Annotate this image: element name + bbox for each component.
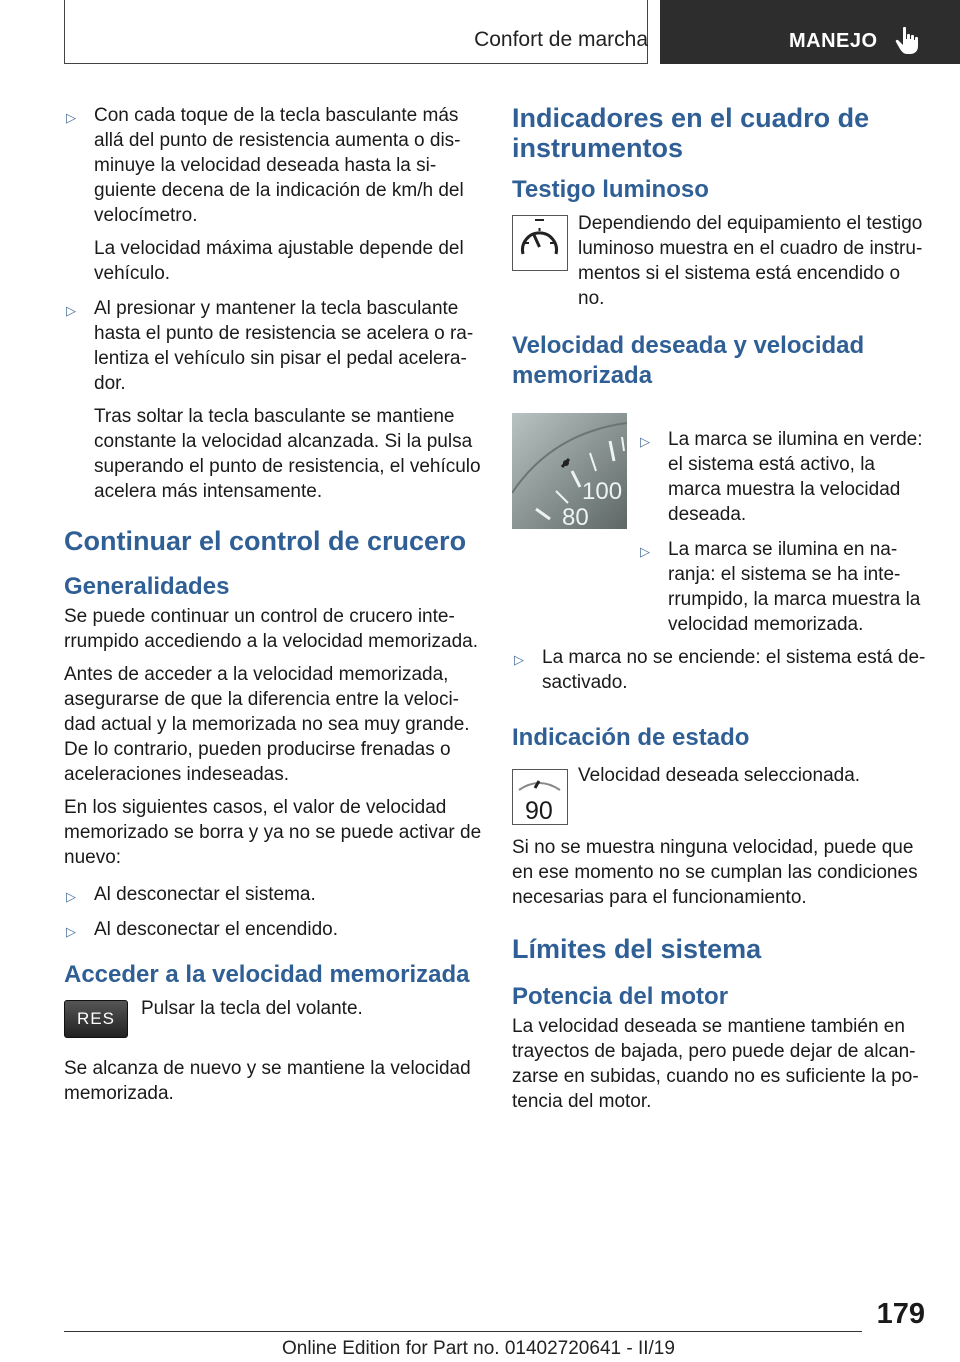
bullet-text: Al desconectar el encendido. — [94, 919, 338, 940]
speed-display-value: 90 — [525, 797, 553, 823]
list-item — [64, 103, 482, 286]
list-item — [512, 645, 930, 695]
bullet-triangle-icon: ▷ — [640, 434, 650, 449]
list-item — [64, 882, 482, 907]
list-item — [64, 296, 482, 504]
bullet-text: La marca no se enciende: el sistema está de‐sactivado. — [542, 647, 926, 693]
testigo-row — [512, 211, 930, 311]
res-row — [64, 996, 482, 1048]
bullet-text: La marca se ilumina en verde: el sistema está activo, la marca muestra la velocidad deseada. — [668, 429, 923, 525]
bullet-text: Al desconectar el sistema. — [94, 884, 316, 905]
bullet-note: La velocidad máxima ajustable depende del vehículo. — [94, 238, 464, 284]
paragraph: Si no se muestra ninguna velocidad, puede que en ese momento no se cumplan las condiciones necesarias para el funcionamiento. — [512, 837, 918, 908]
bullet-triangle-icon: ▷ — [66, 889, 76, 904]
paragraph: En los siguientes casos, el valor de velocidad memorizado se borra y ya no se puede activar de nuevo: — [64, 797, 482, 868]
bullet-triangle-icon: ▷ — [66, 110, 76, 125]
gauge-label-100: 100 — [582, 478, 623, 505]
bullet-triangle-icon: ▷ — [640, 544, 650, 559]
right-column — [512, 103, 930, 1122]
heading-velocidad: Velocidad deseada y velocidad memorizada — [512, 332, 865, 389]
heading-acceder: Acceder a la velocidad memorizada — [64, 961, 470, 988]
chapter-tab-label: MANEJO — [789, 30, 878, 52]
paragraph: Antes de acceder a la velocidad memorizada, asegurarse de que la diferencia entre la veloci‐dad actual y la memorizada no sea muy grande. De lo contrario, pueden producirse frenadas o aceleraciones indeseadas. — [64, 664, 470, 785]
testigo-text: Dependiendo del equipamiento el testigo luminoso muestra en el cuadro de instru‐mentos si el sistema está encendido o no. — [578, 213, 923, 309]
res-text: Pulsar la tecla del volante. — [141, 998, 363, 1019]
edition-text: Online Edition for Part no. 01402720641 - II/19 — [282, 1338, 675, 1359]
res-button-icon: RES — [64, 1000, 128, 1038]
bullet-triangle-icon: ▷ — [66, 924, 76, 939]
heading-continuar: Continuar el control de crucero — [64, 526, 467, 556]
cruise-control-lamp-icon — [512, 215, 568, 271]
hand-pointer-icon — [894, 26, 922, 56]
paragraph: Se puede continuar un control de crucero inte‐rrumpido accediendo a la velocidad memorizada. — [64, 606, 479, 652]
heading-indicadores: Indicadores en el cuadro de instrumentos — [512, 103, 870, 163]
heading-limites: Límites del sistema — [512, 934, 762, 964]
bullet-text: Al presionar y mantener la tecla basculante hasta el punto de resistencia se acelera o ra‐lentiza el vehículo sin pisar el pedal acelera‐dor. — [94, 298, 474, 394]
left-column — [64, 103, 482, 1114]
bullet-note: Tras soltar la tecla basculante se mantiene constante la velocidad alcanzada. Si la pulsa superando el punto de resistencia, el vehículo acelera más intensamente. — [94, 406, 481, 502]
paragraph: La velocidad deseada se mantiene también en trayectos de bajada, pero puede dejar de alcan‐zarse en subidas, cuando no es suficiente la po‐tencia del motor. — [512, 1016, 919, 1112]
speed-display-icon — [512, 769, 568, 825]
estado-row — [512, 763, 930, 829]
bullet-text: La marca se ilumina en na‐ranja: el sistema se ha inte‐rrumpido, la marca muestra la velocidad memorizada. — [668, 539, 921, 635]
speedometer-image — [512, 413, 627, 529]
heading-generalidades: Generalidades — [64, 573, 230, 600]
section-title: Confort de marcha — [474, 28, 648, 51]
list-item — [638, 537, 930, 637]
paragraph: Se alcanza de nuevo y se mantiene la velocidad memorizada. — [64, 1058, 471, 1104]
gauge-label-80: 80 — [562, 504, 589, 529]
list-item — [64, 917, 482, 942]
bullet-text: Con cada toque de la tecla basculante más allá del punto de resistencia aumenta o dis‐minuye la velocidad deseada hasta la si‐guiente decena de la indicación de km/h del velocímetro. — [94, 105, 464, 226]
footer-divider — [64, 1331, 862, 1332]
heading-estado: Indicación de estado — [512, 724, 750, 751]
list-item — [638, 427, 930, 527]
gauge-row — [512, 401, 930, 637]
estado-text: Velocidad deseada seleccionada. — [578, 765, 861, 786]
heading-potencia: Potencia del motor — [512, 983, 729, 1010]
page-number: 179 — [876, 1298, 925, 1330]
bullet-triangle-icon: ▷ — [66, 303, 76, 318]
bullet-triangle-icon: ▷ — [514, 652, 524, 667]
heading-testigo: Testigo luminoso — [512, 176, 709, 203]
